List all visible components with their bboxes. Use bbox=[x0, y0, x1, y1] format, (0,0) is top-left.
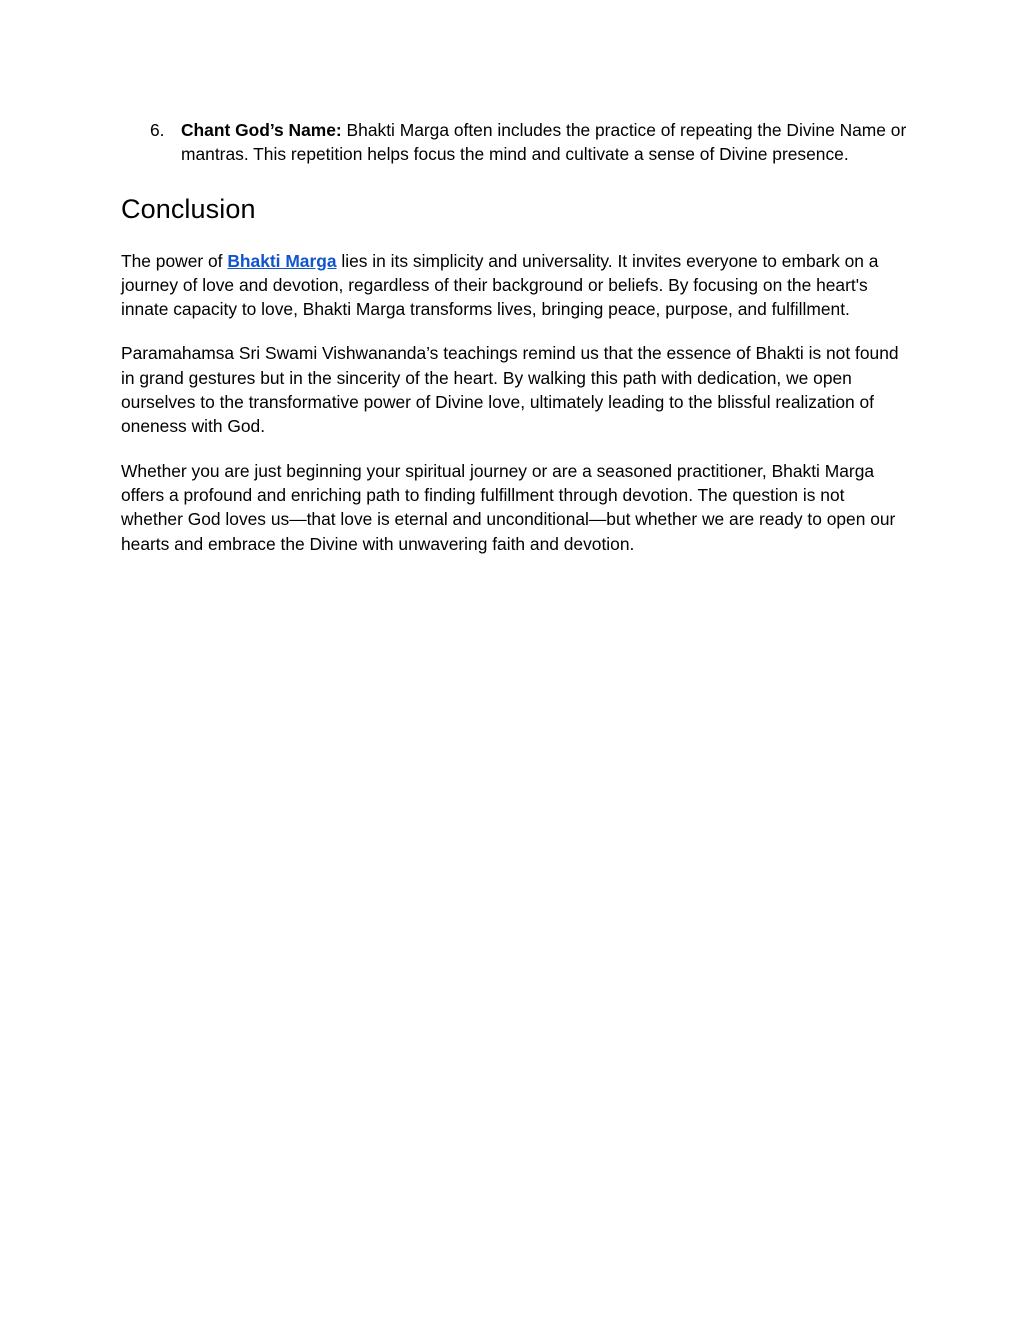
paragraph-1-rest: lies in its simplicity and universality. It invites everyone to embark on a journey of love and devotion, regardless of their background or beliefs. By focusing on the heart's innate capacity to love, Bhakti Marga transforms lives, bringing peace, purpose, and fulfillment. bbox=[121, 250, 879, 320]
list-number: 6. bbox=[150, 120, 165, 140]
paragraph-1-lead: The power of bbox=[121, 250, 228, 271]
conclusion-paragraph-1 bbox=[121, 249, 911, 322]
section-heading: Conclusion bbox=[121, 193, 256, 224]
list-item bbox=[150, 118, 911, 167]
list-item-description: Bhakti Marga often includes the practice of repeating the Divine Name or mantras. This repetition helps focus the mind and cultivate a sense of Divine presence. bbox=[181, 120, 907, 165]
conclusion-paragraph-2: Paramahamsa Sri Swami Vishwananda’s teachings remind us that the essence of Bhakti is not found in grand gestures but in the sincerity of the heart. By walking this path with dedication, we open ourselves to the transformative power of Divine love, ultimately leading to the blissful realization of oneness with God. bbox=[121, 343, 899, 437]
bhakti-marga-link[interactable]: Bhakti Marga bbox=[227, 250, 337, 271]
document-content bbox=[121, 118, 911, 556]
list-item-title: Chant God’s Name: bbox=[181, 120, 342, 140]
list-item-text bbox=[181, 118, 911, 167]
conclusion-paragraph-3: Whether you are just beginning your spiritual journey or are a seasoned practitioner, Bhakti Marga offers a profound and enriching path to finding fulfillment through devotion. The question is not whether God loves us—that love is eternal and unconditional—but whether we are ready to open our hearts and embrace the Divine with unwavering faith and devotion. bbox=[121, 460, 896, 554]
